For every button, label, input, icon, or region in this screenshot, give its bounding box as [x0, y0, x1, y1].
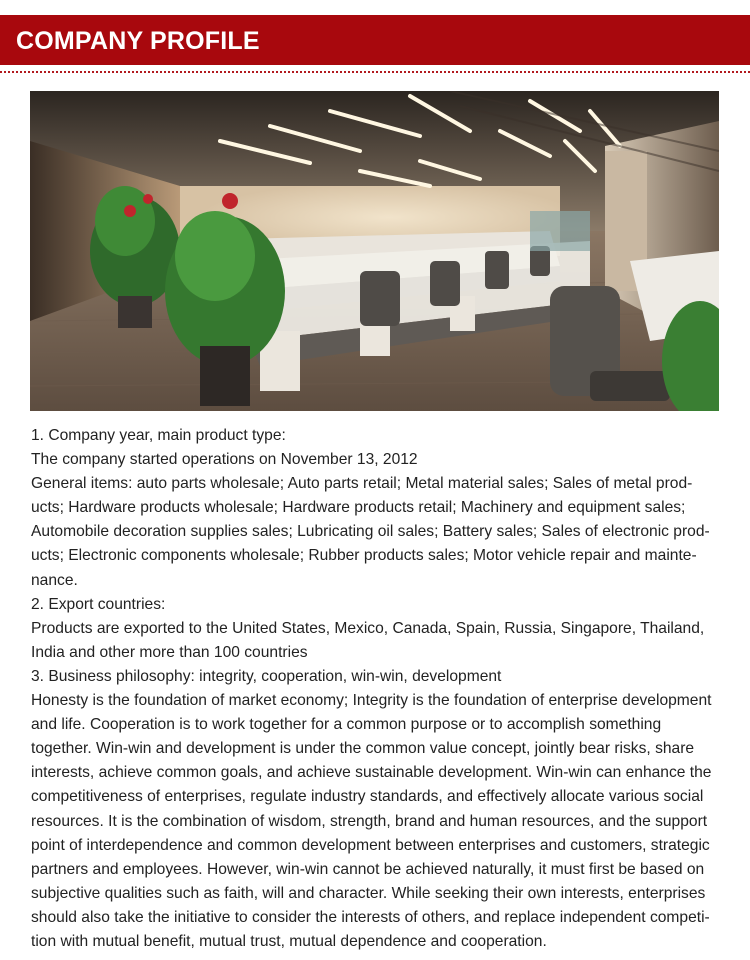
- section3-heading: 3. Business philosophy: integrity, cooperation, win-win, development: [31, 667, 502, 685]
- section1-started: The company started operations on November 13, 2012: [31, 451, 418, 469]
- section-header: [0, 15, 750, 65]
- section2-heading: 2. Export countries:: [31, 595, 166, 613]
- section3-text: Honesty is the foundation of market economy; Integrity is the foundation of enterprise development and life. Cooperation is to work together for a common purpose or to accomplish something together. Win-win and development is under the common value concept, jointly bear risks, share interests, achieve common goals, and achieve sustainable development. Win-win can enhance the competitiveness of enterprises, regulate industry standards, and effectively allocate various social resources. It is the combination of wisdom, strength, brand and human resources, and the support point of interdependence and common development between enterprises and customers, strategic partners and employees. However, win-win cannot be achieved naturally, it must first be based on subjective qualities such as faith, will and character. While seeking their own interests, enterprises should also take the initiative to consider the interests of others, and replace independent competi- tion with mutual benefit, mutual trust, mutual dependence and cooperation.: [31, 692, 712, 950]
- office-interior-photo: [30, 91, 719, 411]
- dotted-divider: [0, 71, 750, 73]
- profile-text: [31, 424, 731, 954]
- section2-text: Products are exported to the United States, Mexico, Canada, Spain, Russia, Singapore, Thailand, India and other more than 100 countries: [31, 619, 705, 661]
- section1-heading: 1. Company year, main product type:: [31, 427, 286, 444]
- page-title: COMPANY PROFILE: [16, 27, 260, 55]
- section1-general-items: General items: auto parts wholesale; Auto parts retail; Metal material sales; Sales of metal prod- ucts; Hardware products wholesale; Hardware products retail; Machinery and equipment sales; Automobile decoration supplies sales; Lubricating oil sales; Battery sales; Sales of electronic prod- ucts; Electronic components wholesale; Rubber products sales; Motor vehicle repair and mainte- nance.: [31, 475, 710, 589]
